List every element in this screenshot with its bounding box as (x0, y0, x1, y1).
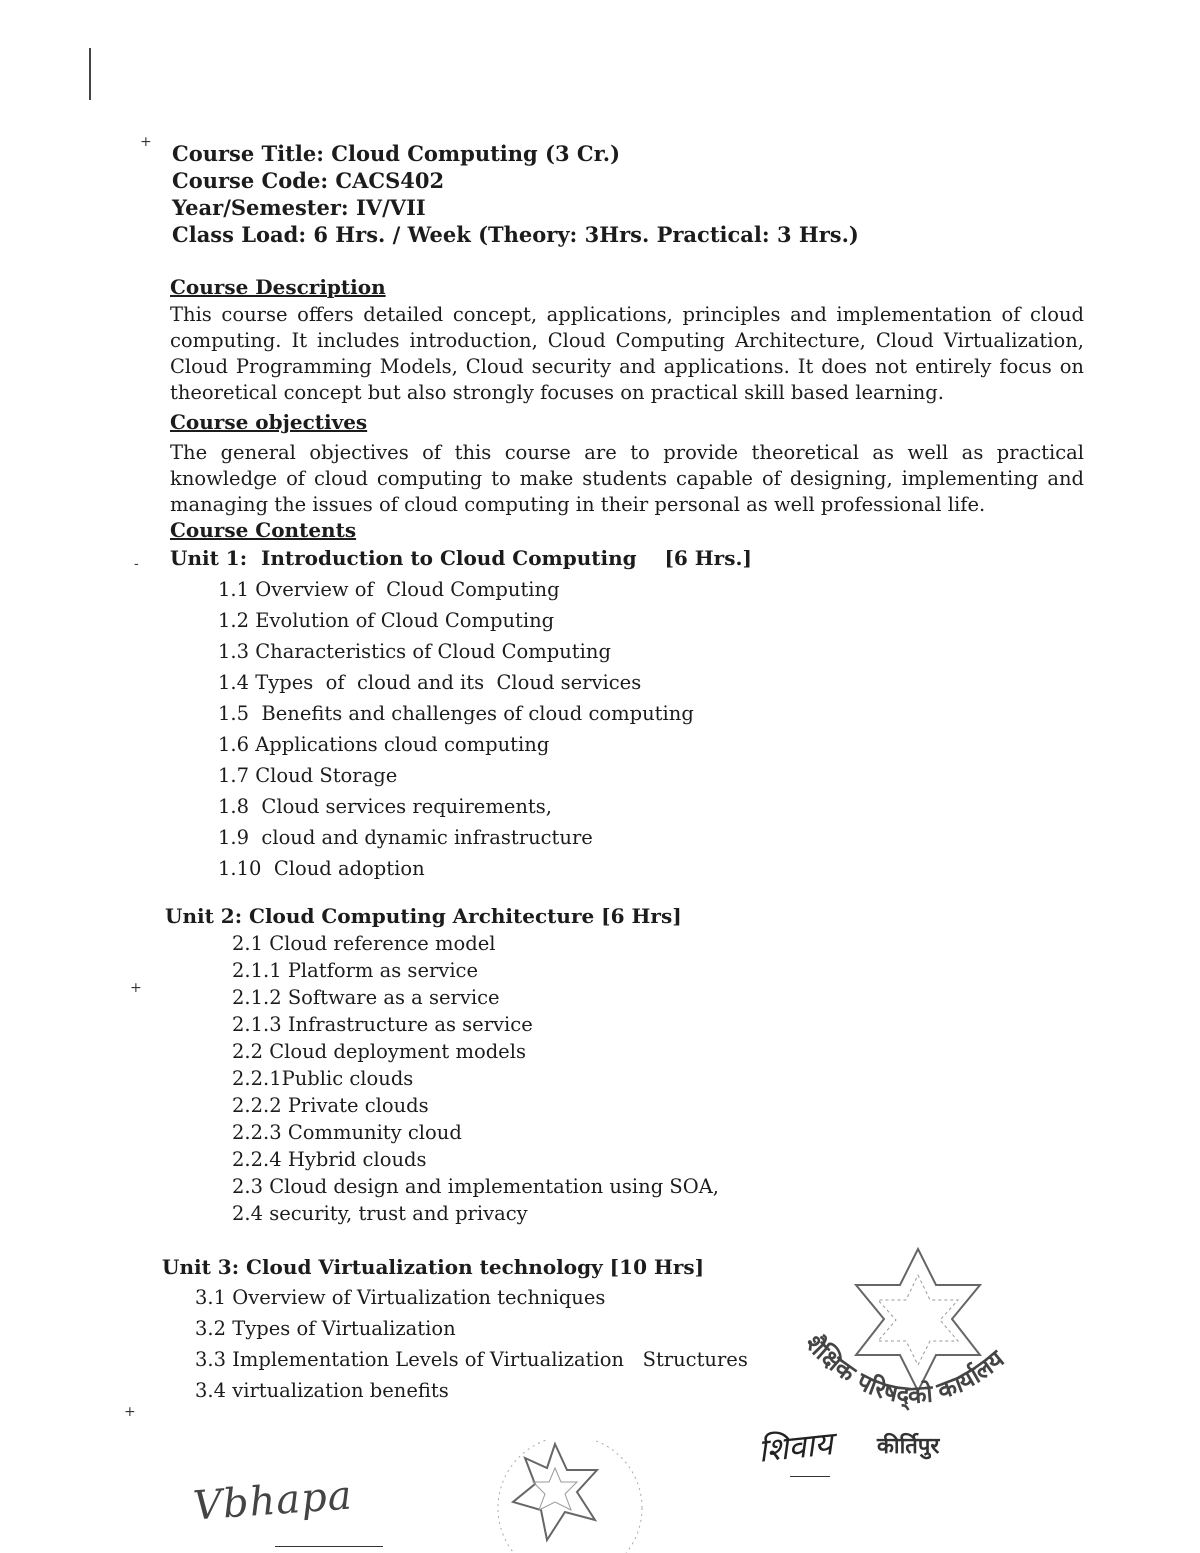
description-text: This course offers detailed concept, applications, principles and implementation of cloud computing. It includes introduction, Cloud Computing Architecture, Cloud Virtualization, Cloud Programming Models, Cloud security and applications. It does not entirely focus on theoretical concept but also strongly focuses on practical skill based learning. (170, 303, 1084, 404)
topic-item: 3.2 Types of Virtualization (195, 1317, 456, 1340)
unit-3-title: Unit 3: Cloud Virtualization technology [10 Hrs] (162, 1255, 705, 1279)
scan-line-mark (89, 48, 91, 100)
scan-tick-mark: + (130, 980, 142, 996)
contents-heading: Course Contents (170, 518, 357, 542)
office-seal-text (800, 1329, 1011, 1411)
topic-item: 3.4 virtualization benefits (195, 1379, 449, 1402)
course-title: Course Title: Cloud Computing (3 Cr.) (172, 141, 621, 166)
topic-item: 1.2 Evolution of Cloud Computing (218, 609, 555, 632)
unit-1-title: Unit 1: Introduction to Cloud Computing [6 Hrs.] (170, 546, 752, 570)
left-signature-underline (275, 1546, 383, 1547)
year-semester: Year/Semester: IV/VII (172, 195, 426, 220)
topic-item: 2.1.1 Platform as service (232, 959, 479, 982)
topic-item: 1.5 Benefits and challenges of cloud computing (218, 702, 694, 725)
unit-1-topics (218, 574, 694, 884)
objectives-text: The general objectives of this course are to provide theoretical as well as practical knowledge of cloud computing to make students capable of designing, implementing and managing the issues of cloud computing in their personal as well professional life. (170, 441, 1084, 516)
topic-item: 1.6 Applications cloud computing (218, 733, 550, 756)
topic-item: 2.2 Cloud deployment models (232, 1040, 526, 1063)
topic-item: 2.2.1Public clouds (232, 1067, 414, 1090)
topic-item: 2.2.4 Hybrid clouds (232, 1148, 427, 1171)
objectives-heading: Course objectives (170, 410, 368, 434)
topic-item: 1.7 Cloud Storage (218, 764, 398, 787)
scan-tick-mark: - (134, 556, 139, 572)
topic-item: 1.1 Overview of Cloud Computing (218, 578, 560, 601)
office-seal-place: कीर्तिपुर (877, 1434, 940, 1459)
topic-item: 2.2.2 Private clouds (232, 1094, 429, 1117)
scan-tick-mark: + (124, 1404, 136, 1420)
right-signature: शिवाय (756, 1424, 835, 1470)
unit-2-title: Unit 2: Cloud Computing Architecture [6 Hrs] (165, 904, 682, 928)
topic-item: 1.10 Cloud adoption (218, 857, 425, 880)
topic-item: 3.1 Overview of Virtualization techniques (195, 1286, 606, 1309)
office-seal-text-path: शैक्षिक परिषद्को कार्यालय (799, 1329, 1010, 1410)
scan-tick-mark: + (140, 134, 152, 150)
class-load: Class Load: 6 Hrs. / Week (Theory: 3Hrs. Practical: 3 Hrs.) (172, 222, 859, 247)
description-heading: Course Description (170, 275, 386, 299)
course-code: Course Code: CACS402 (172, 168, 445, 193)
topic-item: 2.2.3 Community cloud (232, 1121, 462, 1144)
topic-item: 1.8 Cloud services requirements, (218, 795, 552, 818)
bottom-seal-star-inner (533, 1468, 577, 1510)
topic-item: 1.3 Characteristics of Cloud Computing (218, 640, 611, 663)
signature-underline (790, 1476, 830, 1477)
unit-3-topics (195, 1282, 748, 1406)
topic-item: 2.3 Cloud design and implementation using SOA, (232, 1175, 719, 1198)
topic-item: 2.1.2 Software as a service (232, 986, 500, 1009)
left-signature: Vbhapa (191, 1472, 354, 1530)
bottom-seal-star (513, 1444, 597, 1540)
topic-item: 2.4 security, trust and privacy (232, 1202, 528, 1225)
topic-item: 1.9 cloud and dynamic infrastructure (218, 826, 593, 849)
topic-item: 1.4 Types of cloud and its Cloud services (218, 671, 642, 694)
topic-item: 3.3 Implementation Levels of Virtualization Structures (195, 1348, 748, 1371)
topic-item: 2.1.3 Infrastructure as service (232, 1013, 533, 1036)
unit-2-topics (232, 930, 719, 1227)
bottom-seal (485, 1440, 655, 1553)
topic-item: 2.1 Cloud reference model (232, 932, 496, 955)
